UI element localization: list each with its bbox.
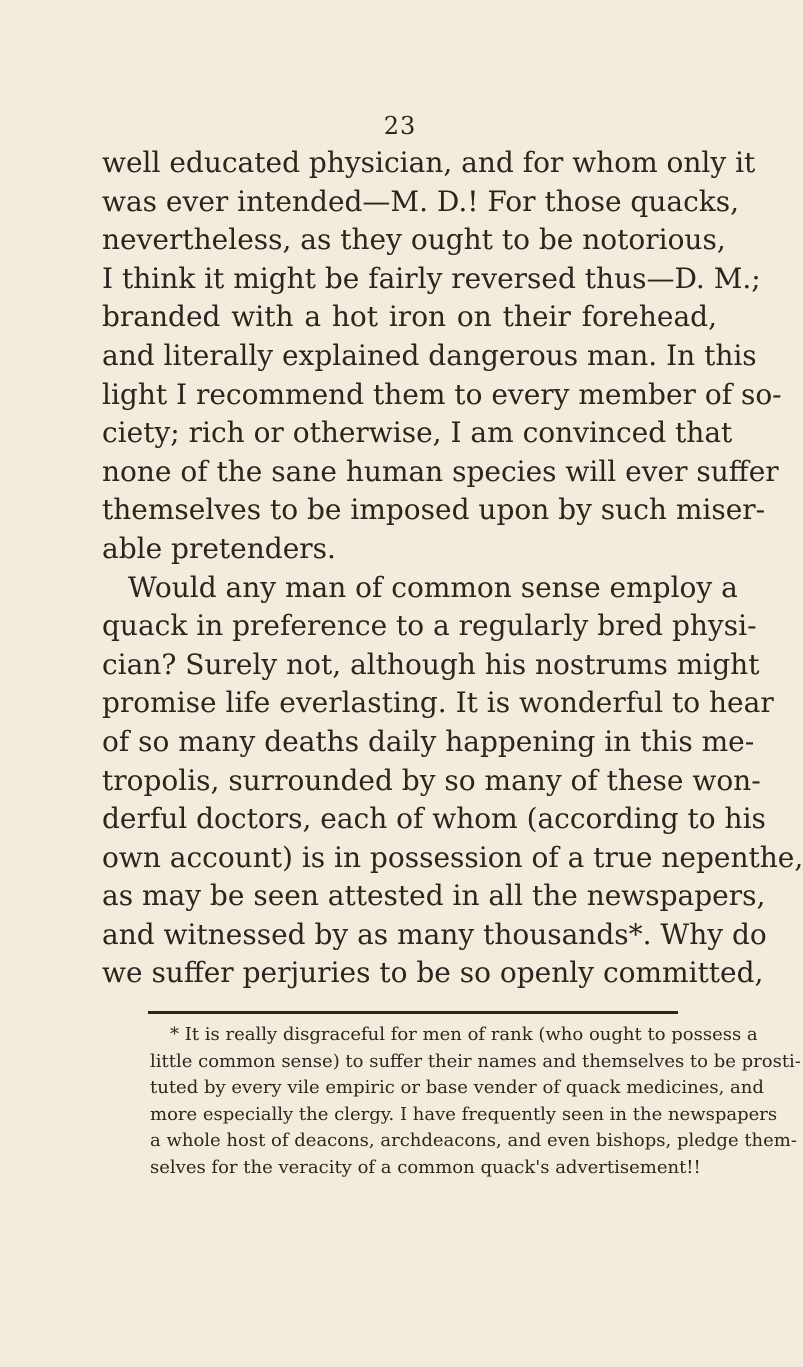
body-line-7: light I recommend them to every member of so-	[102, 377, 782, 411]
footnote	[150, 1022, 801, 1181]
body-line-1: well educated physician, and for whom only it	[102, 146, 756, 179]
body-text	[102, 144, 803, 993]
body-line-18: derful doctors, each of whom (according to his	[102, 802, 766, 836]
body-line-2: was ever intended—M. D.! For those quacks,	[102, 184, 739, 218]
body-line-14: cian? Surely not, although his nostrums might	[102, 647, 760, 681]
footnote-line-3: tuted by every vile empiric or base vender of quack medicines, and	[150, 1077, 764, 1098]
body-line-9: none of the sane human species will ever suffer	[102, 454, 779, 488]
footnote-divider	[148, 1011, 678, 1014]
body-line-5: branded with a hot iron on their forehead,	[102, 300, 717, 334]
body-line-3: nevertheless, as they ought to be notorious,	[102, 223, 726, 257]
body-line-8: ciety; rich or otherwise, I am convinced that	[102, 416, 733, 450]
body-line-6: and literally explained dangerous man. In this	[102, 338, 757, 372]
body-line-20: as may be seen attested in all the newspapers,	[102, 879, 766, 913]
footnote-line-4: more especially the clergy. I have frequently seen in the newspapers	[150, 1103, 778, 1125]
body-line-10: themselves to be imposed upon by such miser-	[102, 493, 766, 527]
body-line-22: we suffer perjuries to be so openly committed,	[102, 956, 764, 990]
body-line-11: able pretenders.	[102, 531, 336, 565]
body-line-13: quack in preference to a regularly bred physi-	[102, 609, 757, 643]
footnote-line-1: * It is really disgraceful for men of rank (who ought to possess a	[170, 1024, 758, 1045]
body-line-19: own account) is in possession of a true nepenthe,	[102, 840, 803, 874]
body-line-21: and witnessed by as many thousands*. Why do	[102, 917, 767, 951]
footnote-line-5: a whole host of deacons, archdeacons, and even bishops, pledge them-	[150, 1130, 797, 1151]
body-line-4: I think it might be fairly reversed thus—D. M.;	[102, 261, 761, 295]
body-line-12: Would any man of common sense employ a	[128, 570, 738, 604]
page-number: 23	[383, 112, 417, 140]
footnote-line-6: selves for the veracity of a common quack's advertisement!!	[150, 1156, 701, 1178]
body-line-16: of so many deaths daily happening in this me-	[102, 724, 755, 758]
footnote-line-2: little common sense) to suffer their names and themselves to be prosti-	[150, 1050, 801, 1072]
body-line-15: promise life everlasting. It is wonderful to hear	[102, 686, 774, 720]
body-line-17: tropolis, surrounded by so many of these won-	[102, 763, 761, 797]
